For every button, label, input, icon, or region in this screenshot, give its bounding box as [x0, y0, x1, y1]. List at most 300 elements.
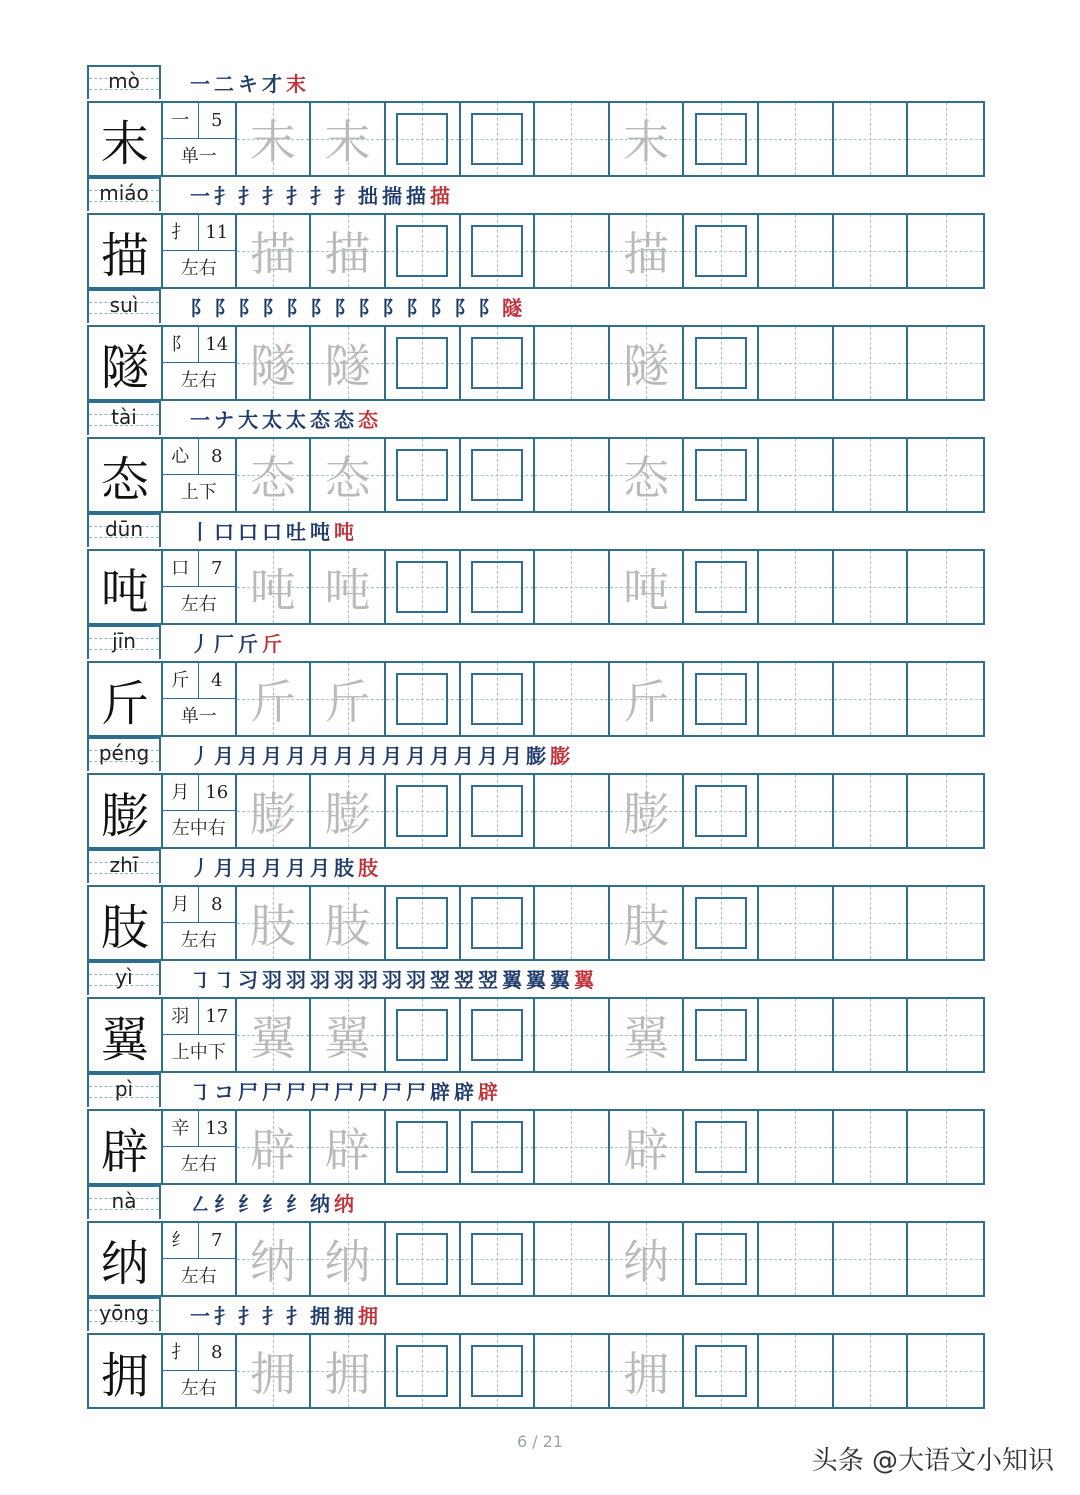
- practice-cell[interactable]: [461, 327, 536, 399]
- practice-cell[interactable]: [610, 1111, 685, 1183]
- practice-cell[interactable]: [535, 999, 610, 1071]
- grid-row: [87, 437, 985, 513]
- practice-cell[interactable]: [237, 663, 312, 735]
- practice-cell[interactable]: [311, 327, 386, 399]
- practice-cell[interactable]: [684, 439, 759, 511]
- writing-box[interactable]: [695, 449, 747, 501]
- practice-cell[interactable]: [610, 327, 685, 399]
- writing-box[interactable]: [471, 113, 523, 165]
- stroke-step: 月: [454, 744, 474, 768]
- stroke-step: 阝: [334, 296, 354, 320]
- stroke-order: [190, 631, 282, 657]
- practice-cell[interactable]: [386, 327, 461, 399]
- stroke-step: 月: [478, 744, 498, 768]
- practice-cell[interactable]: [311, 103, 386, 175]
- practice-cell[interactable]: [237, 1223, 312, 1295]
- stroke-step: 扌: [214, 1304, 234, 1328]
- stroke-step: 一: [190, 72, 210, 96]
- pinyin-cell: [87, 289, 161, 323]
- stroke-step: 翌: [478, 968, 498, 992]
- writing-box[interactable]: [695, 561, 747, 613]
- writing-box[interactable]: [471, 1009, 523, 1061]
- writing-box[interactable]: [396, 337, 448, 389]
- main-character: 辟: [100, 1123, 149, 1180]
- writing-box[interactable]: [471, 897, 523, 949]
- practice-cell[interactable]: [610, 775, 685, 847]
- practice-cell[interactable]: [908, 439, 983, 511]
- practice-cell[interactable]: [610, 215, 685, 287]
- practice-cell[interactable]: [759, 215, 834, 287]
- practice-cell[interactable]: [610, 663, 685, 735]
- trace-character: 膨: [623, 787, 670, 841]
- trace-character: 态: [249, 451, 296, 505]
- practice-cell[interactable]: [759, 439, 834, 511]
- writing-box[interactable]: [396, 673, 448, 725]
- practice-cell[interactable]: [610, 439, 685, 511]
- main-character-cell: [89, 999, 163, 1071]
- stroke-count: 16: [199, 775, 235, 811]
- stroke-step: 阝: [190, 296, 210, 320]
- practice-cell[interactable]: [908, 1335, 983, 1407]
- stroke-step: 尸: [310, 1080, 330, 1104]
- practice-cell[interactable]: [311, 1111, 386, 1183]
- stroke-step: 月: [406, 744, 426, 768]
- stroke-step: 羽: [382, 968, 402, 992]
- practice-cell[interactable]: [610, 887, 685, 959]
- trace-character: 斤: [324, 675, 371, 729]
- writing-box[interactable]: [695, 1121, 747, 1173]
- practice-cell[interactable]: [386, 215, 461, 287]
- character-entry: [87, 513, 985, 625]
- stroke-count: 4: [199, 663, 235, 699]
- writing-box[interactable]: [396, 1345, 448, 1397]
- stroke-step: 辟: [478, 1080, 498, 1104]
- stroke-step: 翼: [550, 968, 570, 992]
- practice-cell[interactable]: [834, 103, 909, 175]
- practice-cell[interactable]: [535, 887, 610, 959]
- practice-cell[interactable]: [834, 1223, 909, 1295]
- writing-box[interactable]: [396, 1121, 448, 1173]
- practice-cell[interactable]: [461, 215, 536, 287]
- grid-row: [87, 1333, 985, 1409]
- pinyin-text: pì: [114, 1077, 134, 1101]
- practice-cell[interactable]: [535, 551, 610, 623]
- practice-cell[interactable]: [386, 1111, 461, 1183]
- practice-cell[interactable]: [461, 551, 536, 623]
- radical: 扌: [163, 1335, 199, 1371]
- stroke-step: 纳: [334, 1192, 354, 1216]
- stroke-step: 尸: [382, 1080, 402, 1104]
- grid-row: [87, 101, 985, 177]
- practice-cell[interactable]: [461, 775, 536, 847]
- writing-box[interactable]: [396, 225, 448, 277]
- practice-cell[interactable]: [834, 663, 909, 735]
- info-cell: [163, 439, 237, 511]
- writing-box[interactable]: [396, 897, 448, 949]
- practice-cell[interactable]: [386, 887, 461, 959]
- stroke-step: 阝: [358, 296, 378, 320]
- stroke-step: 翌: [454, 968, 474, 992]
- info-cell: [163, 327, 237, 399]
- stroke-count: 11: [199, 215, 235, 251]
- practice-cell[interactable]: [610, 999, 685, 1071]
- stroke-step: 月: [238, 744, 258, 768]
- practice-cell[interactable]: [759, 663, 834, 735]
- writing-box[interactable]: [471, 673, 523, 725]
- practice-cell[interactable]: [834, 215, 909, 287]
- practice-cell[interactable]: [311, 215, 386, 287]
- practice-cell[interactable]: [759, 1223, 834, 1295]
- stroke-step: 月: [310, 856, 330, 880]
- stroke-step: 一: [190, 184, 210, 208]
- writing-box[interactable]: [471, 1233, 523, 1285]
- writing-box[interactable]: [695, 337, 747, 389]
- stroke-step: 阝: [286, 296, 306, 320]
- practice-cell[interactable]: [386, 999, 461, 1071]
- practice-cell[interactable]: [684, 999, 759, 1071]
- practice-cell[interactable]: [908, 215, 983, 287]
- practice-cell[interactable]: [759, 887, 834, 959]
- trace-character: 辟: [324, 1123, 371, 1177]
- practice-cell[interactable]: [610, 551, 685, 623]
- practice-cell[interactable]: [386, 663, 461, 735]
- writing-box[interactable]: [396, 449, 448, 501]
- stroke-step: 肢: [334, 856, 354, 880]
- practice-cell[interactable]: [311, 775, 386, 847]
- structure: 左右: [180, 930, 217, 951]
- writing-box[interactable]: [396, 113, 448, 165]
- writing-box[interactable]: [695, 897, 747, 949]
- writing-box[interactable]: [396, 561, 448, 613]
- stroke-step: 揣: [382, 184, 402, 208]
- stroke-order: [190, 407, 378, 433]
- practice-cell[interactable]: [237, 551, 312, 623]
- stroke-order: [190, 519, 354, 545]
- practice-cell[interactable]: [535, 327, 610, 399]
- pinyin-text: miáo: [99, 181, 149, 205]
- practice-cell[interactable]: [535, 1335, 610, 1407]
- main-character: 纳: [100, 1235, 149, 1292]
- practice-cell[interactable]: [684, 1223, 759, 1295]
- writing-box[interactable]: [471, 561, 523, 613]
- structure: 左中右: [171, 818, 226, 839]
- stroke-step: 尸: [262, 1080, 282, 1104]
- practice-cell[interactable]: [684, 887, 759, 959]
- practice-cell[interactable]: [535, 215, 610, 287]
- writing-box[interactable]: [396, 1009, 448, 1061]
- practice-cell[interactable]: [834, 551, 909, 623]
- practice-cell[interactable]: [759, 1335, 834, 1407]
- stroke-step: ㇆: [190, 968, 210, 992]
- practice-cell[interactable]: [610, 1223, 685, 1295]
- trace-character: 末: [249, 115, 296, 169]
- practice-cell[interactable]: [386, 1335, 461, 1407]
- stroke-step: 口: [214, 520, 234, 544]
- stroke-order: [190, 1303, 378, 1329]
- stroke-step: 尸: [358, 1080, 378, 1104]
- writing-box[interactable]: [471, 225, 523, 277]
- stroke-step: ㇆: [214, 968, 234, 992]
- trace-character: 态: [623, 451, 670, 505]
- practice-cell[interactable]: [834, 887, 909, 959]
- practice-cell[interactable]: [461, 1223, 536, 1295]
- stroke-step: 尸: [286, 1080, 306, 1104]
- stroke-step: 辟: [454, 1080, 474, 1104]
- practice-sheet: [87, 65, 985, 1409]
- stroke-step: 月: [214, 744, 234, 768]
- practice-cell[interactable]: [461, 999, 536, 1071]
- stroke-step: 尸: [238, 1080, 258, 1104]
- practice-cell[interactable]: [311, 999, 386, 1071]
- structure: 左右: [180, 370, 217, 391]
- main-character-cell: [89, 1223, 163, 1295]
- trace-character: 吨: [249, 563, 296, 617]
- stroke-step: 丿: [190, 744, 210, 768]
- radical: 阝: [163, 327, 199, 363]
- main-character-cell: [89, 103, 163, 175]
- stroke-step: 月: [262, 856, 282, 880]
- practice-cell[interactable]: [386, 1223, 461, 1295]
- practice-cell[interactable]: [237, 215, 312, 287]
- stroke-step: 丿: [190, 632, 210, 656]
- trace-character: 拥: [623, 1347, 670, 1401]
- pinyin-text: tài: [111, 405, 137, 429]
- practice-cell[interactable]: [908, 103, 983, 175]
- stroke-step: 羽: [358, 968, 378, 992]
- practice-cell[interactable]: [237, 887, 312, 959]
- practice-cell[interactable]: [684, 775, 759, 847]
- character-entry: [87, 177, 985, 289]
- practice-cell[interactable]: [684, 1335, 759, 1407]
- practice-cell[interactable]: [759, 327, 834, 399]
- pinyin-text: suì: [109, 293, 139, 317]
- stroke-step: 月: [334, 744, 354, 768]
- stroke-step: 辟: [430, 1080, 450, 1104]
- practice-cell[interactable]: [759, 1111, 834, 1183]
- stroke-step: ㇜: [190, 1192, 210, 1216]
- practice-cell[interactable]: [684, 327, 759, 399]
- pinyin-cell: [87, 177, 161, 211]
- practice-cell[interactable]: [311, 887, 386, 959]
- practice-cell[interactable]: [311, 663, 386, 735]
- practice-cell[interactable]: [834, 1335, 909, 1407]
- stroke-count: 7: [199, 551, 235, 587]
- stroke-count: 5: [199, 103, 235, 139]
- practice-cell[interactable]: [759, 551, 834, 623]
- stroke-step: 扌: [334, 184, 354, 208]
- stroke-step: 厂: [214, 632, 234, 656]
- writing-box[interactable]: [471, 1121, 523, 1173]
- practice-cell[interactable]: [311, 1223, 386, 1295]
- practice-cell[interactable]: [311, 1335, 386, 1407]
- practice-cell[interactable]: [535, 103, 610, 175]
- practice-cell[interactable]: [759, 999, 834, 1071]
- practice-cell[interactable]: [908, 551, 983, 623]
- stroke-step: 纟: [238, 1192, 258, 1216]
- practice-cell[interactable]: [535, 775, 610, 847]
- stroke-step: 一: [190, 1304, 210, 1328]
- main-character: 翼: [100, 1011, 149, 1068]
- practice-cell[interactable]: [461, 887, 536, 959]
- stroke-step: 扌: [286, 1304, 306, 1328]
- writing-box[interactable]: [695, 225, 747, 277]
- practice-cell[interactable]: [834, 999, 909, 1071]
- practice-cell[interactable]: [311, 439, 386, 511]
- trace-character: 肢: [249, 899, 296, 953]
- stroke-step: 拥: [310, 1304, 330, 1328]
- pinyin-text: zhī: [109, 853, 139, 877]
- character-entry: [87, 65, 985, 177]
- stroke-step: 月: [382, 744, 402, 768]
- writing-box[interactable]: [695, 673, 747, 725]
- stroke-order: [190, 183, 450, 209]
- writing-box[interactable]: [471, 1345, 523, 1397]
- stroke-step: コ: [214, 1080, 234, 1104]
- practice-cell[interactable]: [834, 775, 909, 847]
- practice-cell[interactable]: [535, 1111, 610, 1183]
- practice-cell[interactable]: [237, 999, 312, 1071]
- writing-box[interactable]: [695, 113, 747, 165]
- character-entry: [87, 961, 985, 1073]
- stroke-step: 斤: [262, 632, 282, 656]
- practice-cell[interactable]: [461, 1335, 536, 1407]
- stroke-step: 翼: [502, 968, 522, 992]
- stroke-step: 习: [238, 968, 258, 992]
- main-character: 描: [100, 227, 149, 284]
- trace-character: 吨: [324, 563, 371, 617]
- practice-cell[interactable]: [461, 663, 536, 735]
- practice-cell[interactable]: [684, 215, 759, 287]
- structure: 单一: [180, 146, 217, 167]
- practice-cell[interactable]: [610, 103, 685, 175]
- main-character-cell: [89, 551, 163, 623]
- stroke-step: 阝: [238, 296, 258, 320]
- practice-cell[interactable]: [684, 103, 759, 175]
- writing-box[interactable]: [695, 785, 747, 837]
- practice-cell[interactable]: [684, 663, 759, 735]
- practice-cell[interactable]: [684, 1111, 759, 1183]
- trace-character: 肢: [324, 899, 371, 953]
- trace-character: 描: [324, 227, 371, 281]
- stroke-step: 态: [334, 408, 354, 432]
- main-character-cell: [89, 887, 163, 959]
- practice-cell[interactable]: [237, 775, 312, 847]
- stroke-step: 羽: [286, 968, 306, 992]
- practice-cell[interactable]: [386, 775, 461, 847]
- grid-row: [87, 213, 985, 289]
- main-character: 拥: [100, 1347, 149, 1404]
- practice-cell[interactable]: [610, 1335, 685, 1407]
- practice-cell[interactable]: [237, 439, 312, 511]
- radical: 月: [163, 887, 199, 923]
- practice-cell[interactable]: [237, 1111, 312, 1183]
- practice-cell[interactable]: [908, 1223, 983, 1295]
- stroke-step: 羽: [334, 968, 354, 992]
- practice-cell[interactable]: [759, 103, 834, 175]
- trace-character: 膨: [324, 787, 371, 841]
- stroke-step: 阝: [406, 296, 426, 320]
- stroke-count: 8: [199, 1335, 235, 1371]
- pinyin-cell: [87, 1073, 161, 1107]
- practice-cell[interactable]: [684, 551, 759, 623]
- radical: 心: [163, 439, 199, 475]
- stroke-step: 羽: [310, 968, 330, 992]
- stroke-step: 月: [214, 856, 234, 880]
- practice-cell[interactable]: [908, 999, 983, 1071]
- practice-cell[interactable]: [461, 1111, 536, 1183]
- stroke-step: 尸: [406, 1080, 426, 1104]
- writing-box[interactable]: [471, 785, 523, 837]
- practice-cell[interactable]: [834, 1111, 909, 1183]
- practice-cell[interactable]: [237, 1335, 312, 1407]
- practice-cell[interactable]: [535, 439, 610, 511]
- practice-cell[interactable]: [461, 103, 536, 175]
- practice-cell[interactable]: [535, 663, 610, 735]
- practice-cell[interactable]: [908, 887, 983, 959]
- radical: 斤: [163, 663, 199, 699]
- practice-cell[interactable]: [908, 327, 983, 399]
- stroke-step: 口: [238, 520, 258, 544]
- stroke-step: 斤: [238, 632, 258, 656]
- stroke-step: 吨: [310, 520, 330, 544]
- stroke-count: 8: [199, 887, 235, 923]
- grid-row: [87, 549, 985, 625]
- trace-character: 拥: [249, 1347, 296, 1401]
- writing-box[interactable]: [695, 1345, 747, 1397]
- practice-cell[interactable]: [908, 775, 983, 847]
- stroke-step: 阝: [310, 296, 330, 320]
- stroke-step: 态: [310, 408, 330, 432]
- practice-cell[interactable]: [908, 1111, 983, 1183]
- stroke-step: 描: [406, 184, 426, 208]
- practice-cell[interactable]: [386, 103, 461, 175]
- practice-cell[interactable]: [535, 1223, 610, 1295]
- practice-cell[interactable]: [834, 327, 909, 399]
- practice-cell[interactable]: [237, 103, 312, 175]
- practice-cell[interactable]: [386, 439, 461, 511]
- main-character: 肢: [100, 899, 149, 956]
- stroke-step: 隧: [502, 296, 522, 320]
- writing-box[interactable]: [471, 337, 523, 389]
- stroke-step: 一: [190, 408, 210, 432]
- grid-row: [87, 661, 985, 737]
- writing-box[interactable]: [396, 785, 448, 837]
- writing-box[interactable]: [396, 1233, 448, 1285]
- stroke-order: [190, 295, 522, 321]
- practice-cell[interactable]: [237, 327, 312, 399]
- radical: 纟: [163, 1223, 199, 1259]
- writing-box[interactable]: [471, 449, 523, 501]
- stroke-step: 羽: [406, 968, 426, 992]
- stroke-step: 扌: [214, 184, 234, 208]
- practice-cell[interactable]: [311, 551, 386, 623]
- main-character-cell: [89, 663, 163, 735]
- trace-character: 辟: [623, 1123, 670, 1177]
- practice-cell[interactable]: [461, 439, 536, 511]
- writing-box[interactable]: [695, 1233, 747, 1285]
- stroke-step: 扌: [238, 184, 258, 208]
- structure: 上下: [180, 482, 217, 503]
- practice-cell[interactable]: [759, 775, 834, 847]
- practice-cell[interactable]: [386, 551, 461, 623]
- stroke-order: [190, 967, 594, 993]
- writing-box[interactable]: [695, 1009, 747, 1061]
- grid-row: [87, 997, 985, 1073]
- pinyin-cell: [87, 1297, 161, 1331]
- practice-cell[interactable]: [908, 663, 983, 735]
- stroke-step: 扌: [262, 184, 282, 208]
- practice-cell[interactable]: [834, 439, 909, 511]
